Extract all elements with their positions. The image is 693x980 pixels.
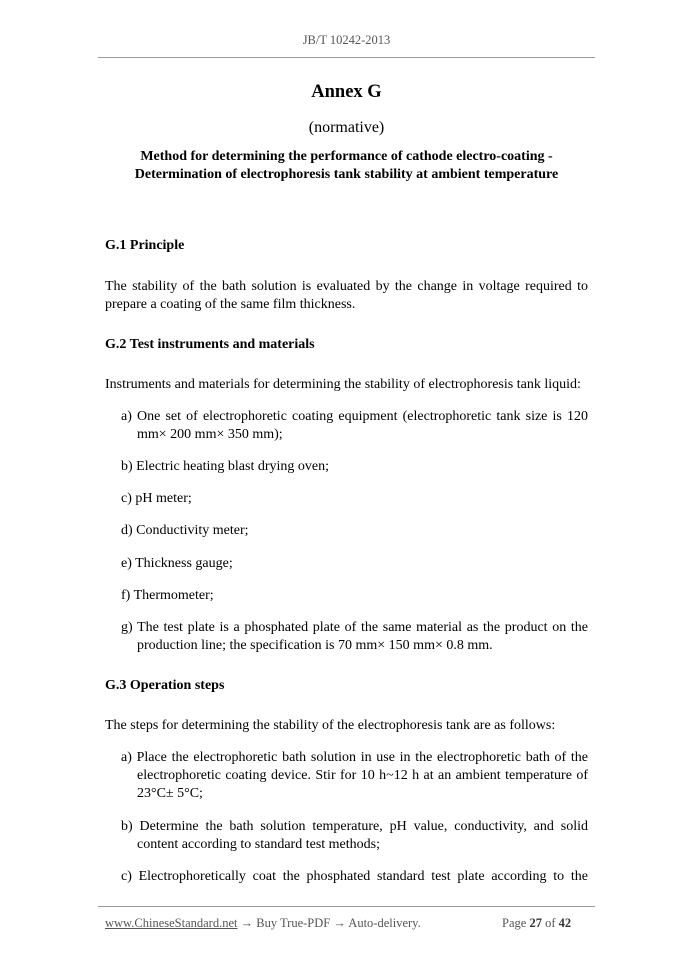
method-title-line-2: Determination of electrophoresis tank stability at ambient temperature	[134, 167, 559, 182]
g2-list-item-e: e) Thickness gauge;	[121, 556, 233, 571]
page-total: 42	[558, 916, 572, 930]
section-heading-g1: G.1 Principle	[105, 238, 185, 253]
g2-list-item-b: b) Electric heating blast drying oven;	[121, 459, 329, 474]
section-heading-g2: G.2 Test instruments and materials	[105, 337, 315, 352]
footer-promo	[105, 916, 421, 931]
annex-type: (normative)	[308, 119, 385, 136]
section-heading-g3: G.3 Operation steps	[105, 678, 225, 693]
g2-list-item-c: c) pH meter;	[121, 491, 192, 506]
g2-list-item-g: g) The test plate is a phosphated plate of the same material as the product on the production line; the specification is 70 mm× 150 mm× 0.8 mm.	[121, 620, 588, 653]
header-divider	[98, 57, 595, 58]
g1-paragraph: The stability of the bath solution is evaluated by the change in voltage required to prepare a coating of the same film thickness.	[105, 279, 588, 312]
g3-list-item-b: b) Determine the bath solution temperature, pH value, conductivity, and solid content according to standard test methods;	[121, 819, 588, 852]
g2-list-item-a: a) One set of electrophoretic coating equipment (electrophoretic tank size is 120 mm× 200 mm× 350 mm);	[121, 409, 588, 442]
g3-list-item-c: c) Electrophoretically coat the phosphated standard test plate according to the	[121, 869, 588, 884]
footer-divider	[98, 906, 595, 907]
annex-title: Annex G	[311, 82, 382, 102]
g2-list-item-d: d) Conductivity meter;	[121, 523, 249, 538]
standard-code: JB/T 10242-2013	[302, 33, 391, 47]
method-title-line-1: Method for determining the performance of cathode electro-coating -	[140, 149, 553, 164]
footer-promo-text: → Buy True-PDF → Auto-delivery.	[237, 916, 421, 930]
footer-site-link[interactable]: www.ChineseStandard.net	[105, 916, 238, 930]
g3-intro: The steps for determining the stability of the electrophoresis tank are as follows:	[105, 718, 556, 733]
page-indicator	[502, 916, 571, 931]
g3-list-item-a: a) Place the electrophoretic bath solution in use in the electrophoretic bath of the electrophoretic coating device. Stir for 10 h~12 h at an ambient temperature of 23°C± 5°C;	[121, 750, 588, 801]
page-label: Page	[502, 916, 527, 930]
method-title	[100, 148, 593, 184]
g2-intro: Instruments and materials for determining the stability of electrophoresis tank liquid:	[105, 377, 581, 392]
of-label: of	[545, 916, 556, 930]
page-current: 27	[529, 916, 542, 930]
g2-list-item-f: f) Thermometer;	[121, 588, 214, 603]
